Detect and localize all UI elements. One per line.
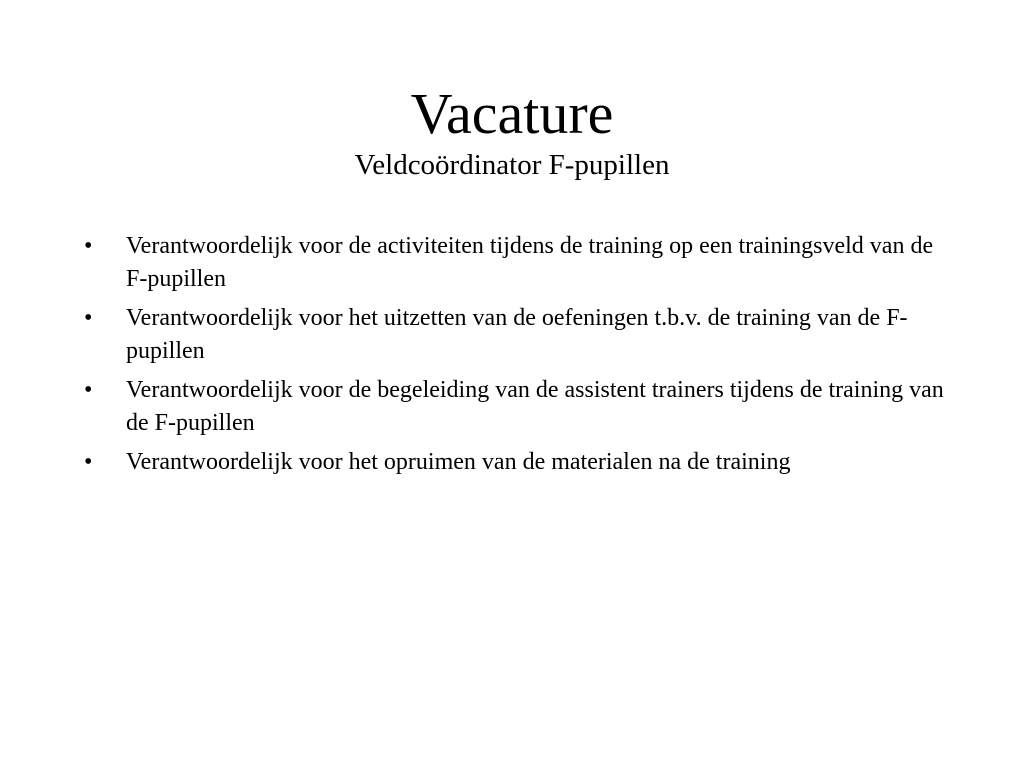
bullet-icon: • bbox=[84, 233, 93, 259]
slide-title: Vacature bbox=[410, 81, 614, 146]
list-item bbox=[84, 374, 944, 440]
bullet-text: Verantwoordelijk voor de begeleiding van de assistent trainers tijdens de training van de F-pupillen bbox=[126, 377, 944, 436]
bullet-icon: • bbox=[84, 377, 93, 403]
bullet-text: Verantwoordelijk voor het uitzetten van de oefeningen t.b.v. de training van de F-pupillen bbox=[126, 305, 908, 364]
bullet-list bbox=[84, 230, 944, 485]
list-item bbox=[84, 230, 944, 296]
list-item bbox=[84, 446, 944, 479]
bullet-text: Verantwoordelijk voor het opruimen van de materialen na de training bbox=[126, 449, 791, 475]
list-item bbox=[84, 302, 944, 368]
bullet-text: Verantwoordelijk voor de activiteiten tijdens de training op een trainingsveld van de F-pupillen bbox=[126, 233, 934, 292]
bullet-icon: • bbox=[84, 449, 93, 475]
title-block bbox=[0, 80, 1024, 182]
slide-subtitle: Veldcoördinator F-pupillen bbox=[354, 149, 670, 181]
bullet-icon: • bbox=[84, 305, 93, 331]
